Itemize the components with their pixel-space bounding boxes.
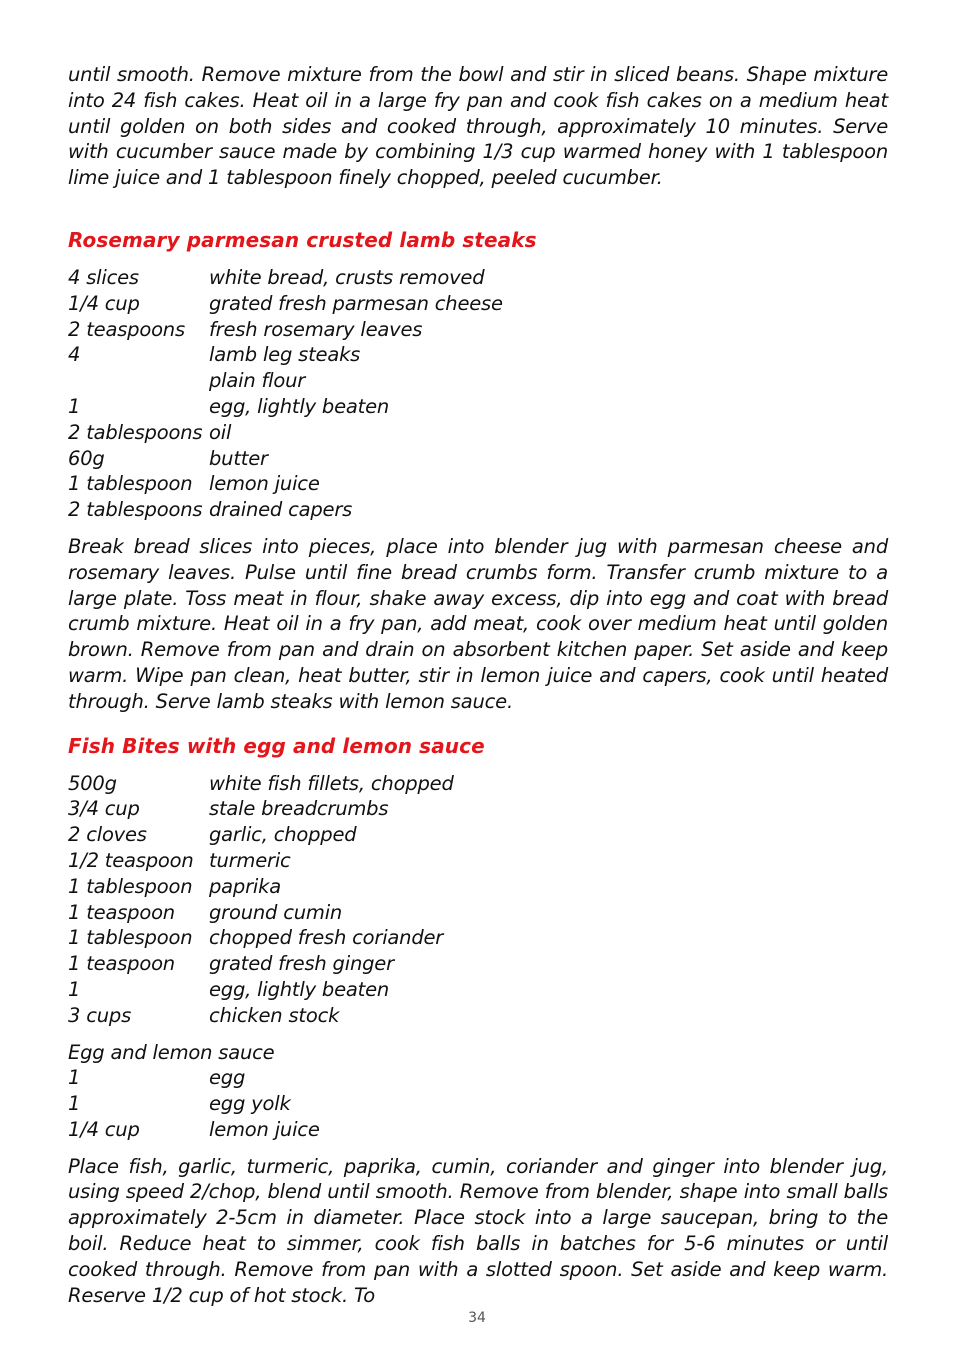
ingredient-row bbox=[68, 317, 888, 343]
ingredient-row bbox=[68, 1003, 888, 1029]
recipe-2-title: Fish Bites with egg and lemon sauce bbox=[68, 733, 485, 758]
ingredient-name: grated fresh ginger bbox=[209, 952, 394, 976]
ingredient-name: paprika bbox=[209, 874, 281, 898]
ingredient-row bbox=[68, 771, 888, 797]
ingredient-quantity: 3/4 cup bbox=[68, 797, 140, 821]
recipe-1-ingredient-list bbox=[68, 265, 888, 523]
ingredient-name: white fish fillets, chopped bbox=[209, 771, 454, 795]
ingredient-name: turmeric bbox=[209, 848, 291, 872]
ingredient-name: plain flour bbox=[209, 369, 306, 393]
ingredient-name: oil bbox=[209, 420, 232, 444]
ingredient-name: drained capers bbox=[209, 498, 353, 522]
ingredient-name: lemon juice bbox=[209, 472, 320, 496]
ingredient-row bbox=[68, 796, 888, 822]
ingredient-quantity: 1/4 cup bbox=[68, 291, 140, 315]
ingredient-row bbox=[68, 900, 888, 926]
ingredient-name: chopped fresh coriander bbox=[209, 926, 444, 950]
ingredient-row bbox=[68, 446, 888, 472]
ingredient-row bbox=[68, 368, 888, 394]
ingredient-row bbox=[68, 291, 888, 317]
ingredient-quantity: 2 tablespoons bbox=[68, 498, 203, 522]
ingredient-name: egg, lightly beaten bbox=[209, 394, 390, 418]
ingredient-name: fresh rosemary leaves bbox=[209, 317, 423, 341]
ingredient-row bbox=[68, 471, 888, 497]
ingredient-quantity: 1/2 teaspoon bbox=[68, 848, 194, 872]
ingredient-row bbox=[68, 977, 888, 1003]
ingredient-row bbox=[68, 848, 888, 874]
ingredient-name: egg bbox=[209, 1066, 246, 1090]
page-content bbox=[68, 62, 888, 1308]
page-number: 34 bbox=[468, 1310, 486, 1326]
ingredient-quantity: 2 cloves bbox=[68, 823, 147, 847]
ingredient-quantity: 60g bbox=[68, 446, 105, 470]
recipe-2-ingredient-list bbox=[68, 771, 888, 1029]
sauce-ingredient-list bbox=[68, 1065, 888, 1142]
ingredient-quantity: 1 tablespoon bbox=[68, 874, 193, 898]
ingredient-row bbox=[68, 1065, 888, 1091]
ingredient-row bbox=[68, 497, 888, 523]
ingredient-name: lemon juice bbox=[209, 1117, 320, 1141]
ingredient-name: grated fresh parmesan cheese bbox=[209, 291, 503, 315]
intro-paragraph: until smooth. Remove mixture from the bowl and stir in sliced beans. Shape mixture into 24 fish cakes. Heat oil in a large fry pan and cook fish cakes on a medium heat until golden on both sides and cooked through, approximately 10 minutes. Serve with cucumber sauce made by combining 1/3 cup warmed honey with 1 tablespoon lime juice and 1 tablespoon finely chopped, peeled cucumber. bbox=[68, 63, 888, 190]
recipe-1-title: Rosemary parmesan crusted lamb steaks bbox=[68, 227, 537, 252]
recipe-1-method: Break bread slices into pieces, place into blender jug with parmesan cheese and rosemary leaves. Pulse until fine bread crumbs form. Transfer crumb mixture to a large plate. Toss meat in flour, shake away excess, dip into egg and coat with bread crumb mixture. Heat oil in a fry pan, add meat, cook over medium heat until golden brown. Remove from pan and drain on absorbent kitchen paper. Set aside and keep warm. Wipe pan clean, heat butter, stir in lemon juice and capers, cook until heated through. Serve lamb steaks with lemon sauce. bbox=[68, 534, 888, 713]
ingredient-row bbox=[68, 394, 888, 420]
ingredient-row bbox=[68, 265, 888, 291]
ingredient-quantity: 2 tablespoons bbox=[68, 420, 203, 444]
ingredient-quantity: 1 teaspoon bbox=[68, 900, 175, 924]
ingredient-quantity: 500g bbox=[68, 771, 117, 795]
ingredient-name: stale breadcrumbs bbox=[209, 797, 389, 821]
ingredient-quantity: 4 bbox=[68, 343, 81, 367]
ingredient-quantity: 4 slices bbox=[68, 265, 139, 289]
ingredient-quantity: 2 teaspoons bbox=[68, 317, 185, 341]
ingredient-row bbox=[68, 420, 888, 446]
recipe-2-method: Place fish, garlic, turmeric, paprika, cumin, coriander and ginger into blender jug, using speed 2/chop, blend until smooth. Remove from blender, shape into small balls approximately 2-5cm in diameter. Place stock into a large saucepan, bring to the boil. Reduce heat to simmer, cook fish balls in batches for 5-6 minutes or until cooked through. Remove from pan with a slotted spoon. Set aside and keep warm. Reserve 1/2 cup of hot stock. To bbox=[68, 1154, 888, 1307]
ingredient-row bbox=[68, 951, 888, 977]
ingredient-quantity: 1 bbox=[68, 1092, 81, 1116]
ingredient-row bbox=[68, 342, 888, 368]
ingredient-quantity: 1 tablespoon bbox=[68, 926, 193, 950]
ingredient-row bbox=[68, 1117, 888, 1143]
ingredient-name: butter bbox=[209, 446, 268, 470]
ingredient-row bbox=[68, 1091, 888, 1117]
ingredient-quantity: 1 bbox=[68, 977, 81, 1001]
ingredient-quantity bbox=[68, 368, 209, 394]
ingredient-row bbox=[68, 822, 888, 848]
ingredient-name: garlic, chopped bbox=[209, 823, 357, 847]
ingredient-row bbox=[68, 925, 888, 951]
ingredient-name: egg, lightly beaten bbox=[209, 977, 390, 1001]
ingredient-quantity: 1 teaspoon bbox=[68, 952, 175, 976]
ingredient-name: lamb leg steaks bbox=[209, 343, 361, 367]
ingredient-row bbox=[68, 874, 888, 900]
ingredient-quantity: 1 bbox=[68, 1066, 81, 1090]
ingredient-name: chicken stock bbox=[209, 1003, 340, 1027]
sauce-heading: Egg and lemon sauce bbox=[68, 1040, 275, 1064]
ingredient-name: white bread, crusts removed bbox=[209, 265, 485, 289]
ingredient-quantity: 1 bbox=[68, 394, 81, 418]
ingredient-name: ground cumin bbox=[209, 900, 343, 924]
ingredient-quantity: 1/4 cup bbox=[68, 1117, 140, 1141]
ingredient-name: egg yolk bbox=[209, 1092, 291, 1116]
ingredient-quantity: 3 cups bbox=[68, 1003, 132, 1027]
ingredient-quantity: 1 tablespoon bbox=[68, 472, 193, 496]
